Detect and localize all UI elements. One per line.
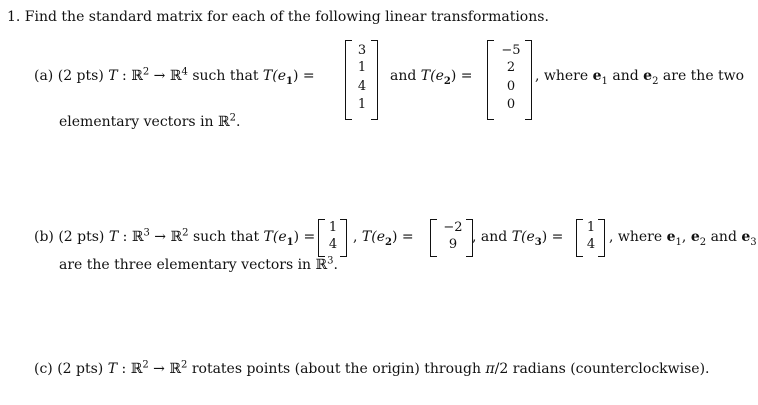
real-space-symbol: ℝ (315, 257, 328, 273)
e1-symbol: e (592, 68, 602, 84)
subscript: 2 (652, 75, 659, 87)
equals: ) = (391, 229, 414, 245)
part-b-where-clause (609, 228, 757, 246)
e1-symbol: e (666, 229, 676, 245)
equals: ) = (541, 229, 564, 245)
comma: , (353, 229, 362, 245)
dimension: 3 (327, 255, 334, 267)
subscript: 2 (699, 236, 707, 248)
period: . (333, 257, 338, 273)
subscript: 1 (601, 75, 608, 87)
part-b-label: (b) (34, 229, 54, 245)
subscript: 3 (534, 236, 542, 248)
left-bracket (487, 40, 494, 120)
part-c-points: (2 pts) (57, 361, 104, 377)
part-b-T-e3 (472, 228, 563, 246)
continuation-text: are the three elementary vectors in (59, 257, 316, 273)
right-bracket (525, 40, 532, 120)
e3-symbol: e (741, 229, 751, 245)
equals: ) = (450, 68, 473, 84)
real-space-symbol: ℝ (169, 361, 181, 377)
vector-entry: 9 (448, 237, 458, 252)
codomain-dimension: 4 (181, 66, 188, 78)
real-space-symbol: ℝ (130, 361, 143, 377)
and-word: and (390, 68, 417, 84)
subscript: 1 (286, 236, 294, 248)
colon: : (117, 361, 131, 377)
part-a-where-clause (535, 67, 744, 85)
T-of-e3: T(e (511, 229, 535, 245)
subscript: 3 (750, 236, 757, 248)
subscript: 1 (286, 75, 293, 87)
left-bracket (430, 219, 437, 257)
vector-entry: 1 (357, 60, 367, 75)
pi-symbol: π (485, 361, 495, 377)
where-word: , where (609, 229, 667, 245)
part-b-continuation (59, 256, 338, 274)
real-space-symbol: ℝ (170, 229, 183, 245)
vector-entry: 1 (328, 220, 338, 235)
domain-dimension: 3 (143, 227, 150, 239)
vector-entry: 4 (586, 237, 596, 252)
vector-entry: −5 (501, 43, 521, 58)
and-word: and (607, 68, 644, 84)
domain-dimension: 2 (142, 66, 150, 78)
T-of-e1: T(e (262, 68, 287, 84)
part-a-statement (34, 67, 315, 85)
e2-symbol: e (643, 68, 653, 84)
vector-entry: 1 (357, 97, 367, 112)
and-word: , and (472, 229, 512, 245)
are-the-two: are the two (658, 68, 745, 84)
continuation-text: elementary vectors in (59, 114, 219, 130)
where-word: , where (535, 68, 593, 84)
period: . (236, 114, 241, 130)
vector-entry: 2 (506, 60, 516, 75)
such-that: such that (187, 68, 263, 84)
T-of-e2: T(e (361, 229, 385, 245)
colon: : (118, 229, 132, 245)
T-of-e1: T(e (263, 229, 287, 245)
map-T: T (107, 361, 118, 377)
vector-entry: 4 (328, 237, 338, 252)
and-word: and (706, 229, 742, 245)
T-of-e2: T(e (420, 68, 444, 84)
problem-heading: 1. Find the standard matrix for each of the following linear transformations. (7, 9, 549, 25)
subscript: 1 (675, 236, 682, 248)
dimension: 2 (229, 112, 237, 124)
part-a-continuation (59, 113, 240, 131)
vector-entry: 0 (506, 97, 516, 112)
map-T: T (108, 229, 119, 245)
such-that: such that (188, 229, 264, 245)
vector-entry: −2 (443, 220, 463, 235)
arrow: → (149, 68, 170, 84)
vector-entry: 4 (357, 79, 367, 94)
vector-entry: 0 (506, 79, 516, 94)
part-c-label: (c) (34, 361, 53, 377)
angle-text: /2 radians (counterclockwise). (494, 361, 710, 377)
part-a-points: (2 pts) (57, 68, 104, 84)
comma: , (681, 229, 691, 245)
codomain-dimension: 2 (182, 227, 189, 239)
real-space-symbol: ℝ (131, 68, 143, 84)
map-T: T (108, 68, 118, 84)
part-a-label: (a) (34, 68, 54, 84)
arrow: → (148, 361, 170, 377)
part-b-points: (2 pts) (58, 229, 105, 245)
real-space-symbol: ℝ (131, 229, 144, 245)
vector-entry: 1 (586, 220, 596, 235)
colon: : (117, 68, 132, 84)
part-b-statement (34, 228, 315, 246)
real-space-symbol: ℝ (169, 68, 182, 84)
part-c-statement (34, 360, 710, 378)
domain-dimension: 2 (142, 359, 149, 371)
real-space-symbol: ℝ (218, 114, 230, 130)
rotation-text: rotates points (about the origin) through (187, 361, 486, 377)
equals: ) = (293, 229, 316, 245)
part-b-T-e2 (353, 228, 414, 246)
equals: ) = (292, 68, 315, 84)
codomain-dimension: 2 (181, 359, 188, 371)
subscript: 2 (385, 236, 392, 248)
e2-symbol: e (690, 229, 700, 245)
part-a-and-T-e2 (390, 67, 473, 85)
vector-entry: 3 (357, 43, 367, 58)
arrow: → (149, 229, 171, 245)
subscript: 2 (443, 75, 451, 87)
